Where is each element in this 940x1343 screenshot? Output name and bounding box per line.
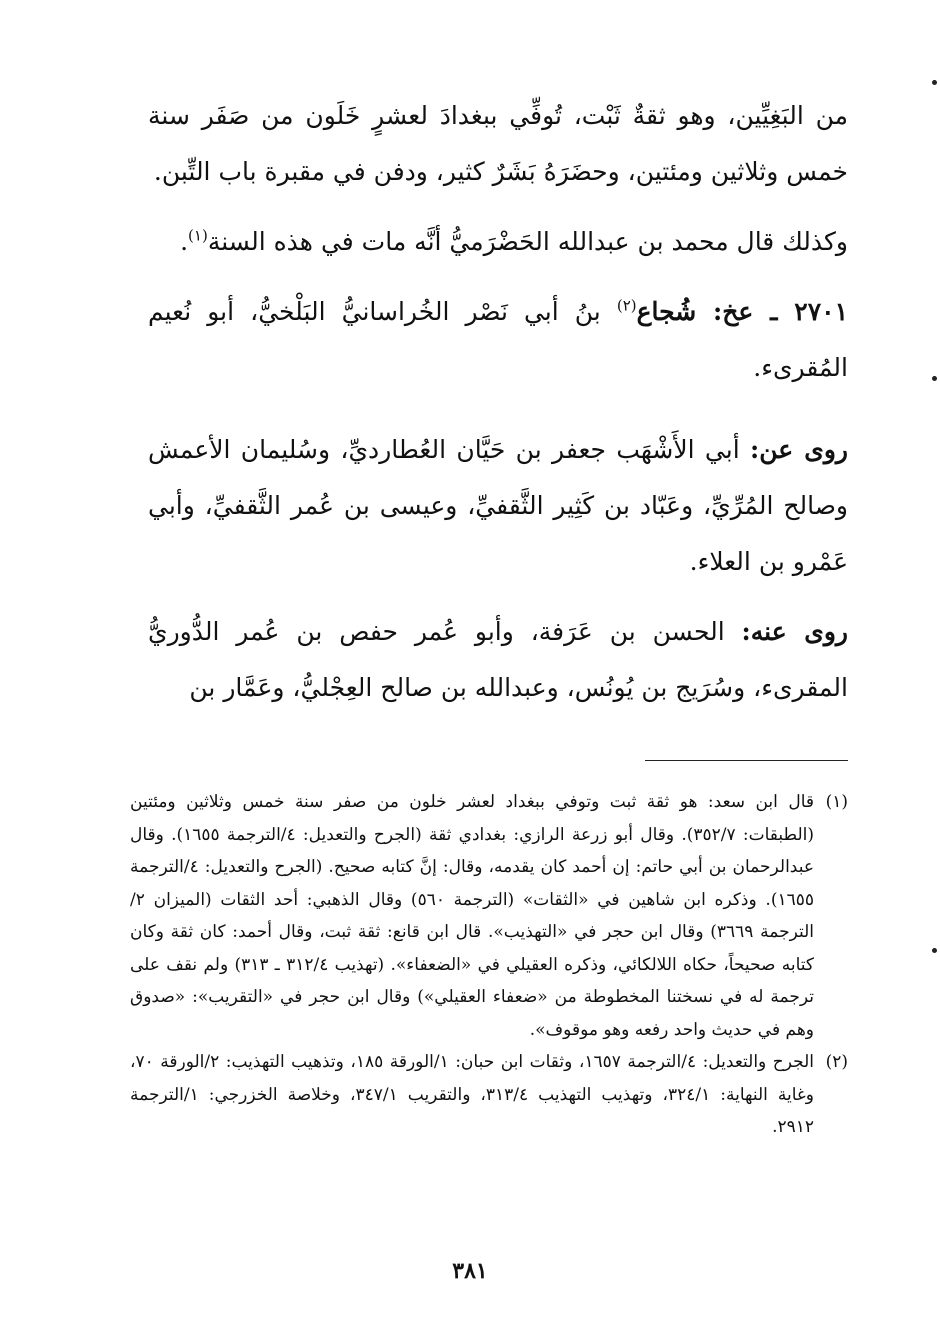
entry-name-rest: بنُ أبي نَصْر الخُراسانيُّ البَلْخيُّ، أبو نُعيم المُقرىء. <box>148 297 848 382</box>
footnotes <box>130 786 848 1144</box>
footnote-number: (١) <box>825 792 848 812</box>
footnote-text: الجرح والتعديل: ٤/الترجمة ١٦٥٧، وثقات ابن حبان: ١/الورقة ١٨٥، وتذهيب التهذيب: ٢/الورقة ٧٠، وغاية النهاية: ٣٢٤/١، وتهذيب التهذيب ٣١٣/٤، والتقريب ٣٤٧/١، وخلاصة الخزرجي: ١/الترجمة ٢٩١٢. <box>130 1052 814 1137</box>
margin-dot <box>932 376 937 381</box>
narrated-by-text: الحسن بن عَرَفة، وأبو عُمر حفص بن عُمر الدُّوريُّ المقرىء، وسُرَيج بن يُونُس، وعبدالله بن صالح العِجْليُّ، وعَمَّار بن <box>148 617 848 702</box>
margin-dot <box>932 948 937 953</box>
footnote-ref-1: (١) <box>188 226 208 245</box>
entry-heading <box>148 284 848 396</box>
footnote-1 <box>130 786 848 1046</box>
paragraph-text: وكذلك قال محمد بن عبدالله الحَضْرَميُّ أنَّه مات في هذه السنة <box>207 227 848 256</box>
page-number: ٣٨١ <box>452 1258 488 1284</box>
paragraph-end: . <box>180 227 189 256</box>
paragraph-text: من البَغِيِّين، وهو ثقةٌ ثَبْت، تُوفِّي ببغدادَ لعشرٍ خَلَون من صَفَر سنة خمس وثلاثين ومئتين، وحضَرَهُ بَشَرٌ كثير، ودفن في مقبرة باب التِّبن. <box>148 101 848 186</box>
narrated-from-label: روى عن: <box>750 435 848 464</box>
narrated-by-paragraph <box>148 604 848 716</box>
paragraph-hadrami-statement <box>148 214 848 270</box>
footnote-2 <box>130 1046 848 1144</box>
entry-number-and-name: ٢٧٠١ ـ عخ: شُجاع <box>636 297 848 326</box>
footnote-text: قال ابن سعد: هو ثقة ثبت وتوفي ببغداد لعشر خلون من صفر سنة خمس وثلاثين ومئتين (الطبقات: ٣٥٢/٧). وقال أبو زرعة الرازي: بغدادي ثقة (الجرح والتعديل: ٤/الترجمة ١٦٥٥). وقال عبدالرحمان بن أبي حاتم: إن أحمد كان يقدمه، وقال: إنَّ كتابه صحيح. (الجرح والتعديل: ٤/الترجمة ١٦٥٥). وذكره ابن شاهين في «الثقات» (الترجمة ٥٦٠) وقال الذهبي: أحد الثقات (الميزان ٢/الترجمة ٣٦٦٩) وقال ابن حجر في «التهذيب». قال ابن قانع: ثقة ثبت، وقال أحمد: كان ثقة وكان كتابه صحيحاً، حكاه اللالكائي، وذكره العقيلي في «الضعفاء». (تهذيب ٣١٢/٤ ـ ٣١٣) ولم نقف على ترجمة له في نسختنا المخطوطة من «ضعفاء العقيلي») وقال ابن حجر في «التقريب»: «صدوق وهم في حديث واحد رفعه وهو موقوف». <box>130 792 815 1040</box>
narrated-by-label: روى عنه: <box>741 617 849 646</box>
narrated-from-text: أبي الأَشْهَب جعفر بن حَيَّان العُطارديِّ، وسُليمان الأعمش وصالح المُرِّيِّ، وعَبّاد بن كَثِير الثَّقفيِّ، وعيسى بن عُمر الثَّقفيِّ، وأبي عَمْرو بن العلاء. <box>148 435 848 576</box>
paragraph-death-notice <box>148 88 848 200</box>
narrated-from-paragraph <box>148 422 848 590</box>
margin-dot <box>932 80 937 85</box>
footnote-number: (٢) <box>825 1052 848 1072</box>
footnote-ref-2: (٢) <box>616 296 637 315</box>
footnote-divider <box>645 760 848 761</box>
main-text <box>148 88 848 730</box>
